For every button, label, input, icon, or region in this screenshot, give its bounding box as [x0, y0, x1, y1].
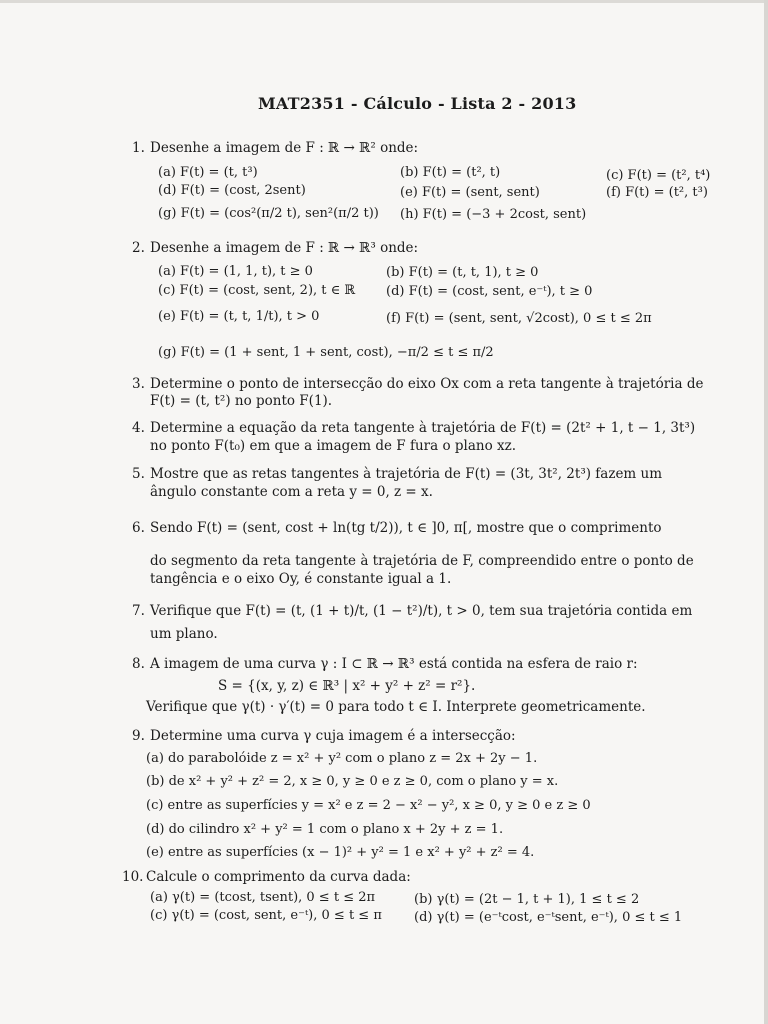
scan-edge-right — [764, 0, 768, 1024]
question-3-number: 3. — [132, 376, 145, 392]
q2-item-d: (d) F(t) = (cost, sent, e⁻ᵗ), t ≥ 0 — [386, 284, 593, 299]
q7-line-2: um plano. — [150, 626, 218, 642]
q8-line-3: Verifique que γ(t) · γ′(t) = 0 para todo t ∈ I. Interprete geometricamente. — [146, 699, 646, 715]
q6-line-3: tangência e o eixo Oy, é constante igual a 1. — [150, 571, 452, 587]
q1-item-c: (c) F(t) = (t², t⁴) — [606, 168, 711, 183]
q1-item-f: (f) F(t) = (t², t³) — [606, 185, 708, 200]
q2-item-a: (a) F(t) = (1, 1, t), t ≥ 0 — [158, 264, 313, 279]
question-10-text: Calcule o comprimento da curva dada: — [146, 869, 411, 885]
question-5-number: 5. — [132, 466, 145, 482]
q1-item-b: (b) F(t) = (t², t) — [400, 165, 501, 180]
question-7-number: 7. — [132, 603, 145, 619]
q6-line-1: Sendo F(t) = (sent, cost + ln(tg t/2)), t ∈ ]0, π[, mostre que o comprimento — [150, 520, 662, 536]
q10-item-a: (a) γ(t) = (tcost, tsent), 0 ≤ t ≤ 2π — [150, 890, 376, 905]
q2-item-b: (b) F(t) = (t, t, 1), t ≥ 0 — [386, 265, 539, 280]
question-2-number: 2. — [132, 240, 145, 256]
question-2-text: Desenhe a imagem de F : ℝ → ℝ³ onde: — [150, 240, 419, 256]
scan-edge-top — [0, 0, 768, 3]
q1-item-d: (d) F(t) = (cost, 2sent) — [158, 183, 306, 198]
q3-line-1: Determine o ponto de intersecção do eixo Ox com a reta tangente à trajetória de — [150, 376, 704, 392]
q7-line-1: Verifique que F(t) = (t, (1 + t)/t, (1 − t²)/t), t > 0, tem sua trajetória contida em — [150, 603, 693, 619]
question-9-text: Determine uma curva γ cuja imagem é a intersecção: — [150, 728, 516, 744]
q10-item-b: (b) γ(t) = (2t − 1, t + 1), 1 ≤ t ≤ 2 — [414, 892, 640, 907]
q8-line-2: S = {(x, y, z) ∈ ℝ³ | x² + y² + z² = r²}. — [218, 678, 476, 694]
page-title: MAT2351 - Cálculo - Lista 2 - 2013 — [258, 94, 577, 113]
question-6-number: 6. — [132, 520, 145, 536]
question-1-number: 1. — [132, 140, 145, 156]
q2-item-c: (c) F(t) = (cost, sent, 2), t ∈ ℝ — [158, 283, 356, 298]
q3-line-2: F(t) = (t, t²) no ponto F(1). — [150, 393, 333, 409]
q4-line-1: Determine a equação da reta tangente à trajetória de F(t) = (2t² + 1, t − 1, 3t³) — [150, 420, 696, 436]
q8-line-1: A imagem de uma curva γ : I ⊂ ℝ → ℝ³ está contida na esfera de raio r: — [150, 656, 638, 672]
q1-item-e: (e) F(t) = (sent, sent) — [400, 185, 540, 200]
question-9-number: 9. — [132, 728, 145, 744]
q1-item-a: (a) F(t) = (t, t³) — [158, 165, 258, 180]
question-8-number: 8. — [132, 656, 145, 672]
q5-line-2: ângulo constante com a reta y = 0, z = x. — [150, 484, 433, 500]
question-4-number: 4. — [132, 420, 145, 436]
q10-item-d: (d) γ(t) = (e⁻ᵗcost, e⁻ᵗsent, e⁻ᵗ), 0 ≤ t ≤ 1 — [414, 910, 683, 925]
question-10-number: 10. — [122, 869, 144, 885]
q9-item-c: (c) entre as superfícies y = x² e z = 2 − x² − y², x ≥ 0, y ≥ 0 e z ≥ 0 — [146, 798, 591, 813]
q9-item-b: (b) de x² + y² + z² = 2, x ≥ 0, y ≥ 0 e z ≥ 0, com o plano y = x. — [146, 774, 559, 789]
q1-item-h: (h) F(t) = (−3 + 2cost, sent) — [400, 207, 587, 222]
q10-item-c: (c) γ(t) = (cost, sent, e⁻ᵗ), 0 ≤ t ≤ π — [150, 908, 382, 923]
q9-item-a: (a) do parabolóide z = x² + y² com o plano z = 2x + 2y − 1. — [146, 751, 538, 766]
q9-item-d: (d) do cilindro x² + y² = 1 com o plano x + 2y + z = 1. — [146, 822, 504, 837]
q9-item-e: (e) entre as superfícies (x − 1)² + y² = 1 e x² + y² + z² = 4. — [146, 845, 535, 860]
q4-line-2: no ponto F(t₀) em que a imagem de F fura o plano xz. — [150, 438, 517, 454]
q6-line-2: do segmento da reta tangente à trajetória de F, compreendido entre o ponto de — [150, 553, 694, 569]
q2-item-f: (f) F(t) = (sent, sent, √2cost), 0 ≤ t ≤ 2π — [386, 311, 652, 326]
q1-item-g: (g) F(t) = (cos²(π/2 t), sen²(π/2 t)) — [158, 206, 379, 221]
question-1-text: Desenhe a imagem de F : ℝ → ℝ² onde: — [150, 140, 419, 156]
q2-item-e: (e) F(t) = (t, t, 1/t), t > 0 — [158, 309, 320, 324]
q2-item-g: (g) F(t) = (1 + sent, 1 + sent, cost), −π/2 ≤ t ≤ π/2 — [158, 345, 494, 360]
q5-line-1: Mostre que as retas tangentes à trajetória de F(t) = (3t, 3t², 2t³) fazem um — [150, 466, 663, 482]
